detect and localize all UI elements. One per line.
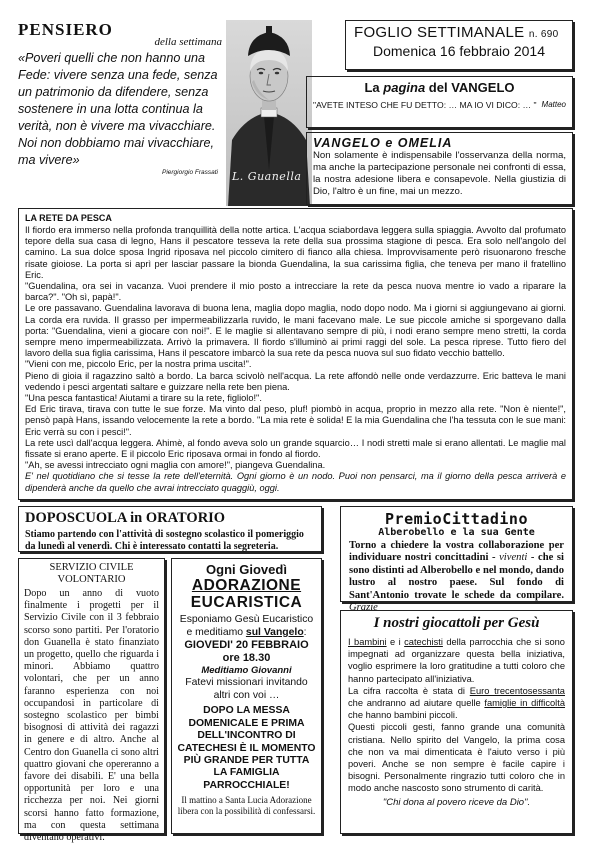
pensiero-author: Piergiorgio Frassati bbox=[162, 169, 218, 176]
story-paragraph: Il fiordo era immerso nella profonda tranquillità della notte artica. L'acqua sciabordava leggera sulla spiaggia. Avvolto dal profumato tepore della sua casa di legno, Hans il pescatore tesseva la rete della sua prossima stagione di pesca. Era solo nell'angolo del camino. La sua dolce sposa Ingrid riposava nel piccolo cimitero di fianco alla chiesa. Improvvisamente però risuonarono fresche risate gioiose. La porta si aprì per lasciar passare la bionda Guendalina, la sua carissima figlia, che teneva per mano il fratellino Eric. bbox=[25, 225, 566, 280]
servizio-civile-section bbox=[18, 558, 165, 844]
giocattoli-text-part: famiglie in difficoltà bbox=[484, 698, 566, 709]
giocattoli-section bbox=[340, 610, 573, 834]
adorazione-line3: EUCARISTICA bbox=[190, 594, 303, 611]
adorazione-intro bbox=[176, 614, 317, 639]
adorazione-line1: Ogni Giovedì bbox=[206, 562, 287, 577]
adorazione-date: GIOVEDI' 20 FEBBRAIO bbox=[184, 639, 309, 652]
premio-section bbox=[340, 506, 573, 614]
story-paragraph: "Una pesca fantastica! Aiutami a tirare su la rete, figliolo!". bbox=[25, 393, 262, 404]
giocattoli-paragraph bbox=[348, 685, 565, 722]
doposcuola-text: Stiamo partendo con l'attività di sostegno scolastico il pomeriggio da lunedì al venerdì. Chi è interessato contatti la segreteria. bbox=[25, 529, 304, 552]
vangelo-section bbox=[306, 76, 573, 128]
pensiero-subtitle: della settimana bbox=[154, 36, 222, 48]
adorazione-time: ore 18.30 bbox=[222, 652, 271, 665]
story-paragraph: Ed Eric tirava, tirava con tutte le sue forze. Ma vinto dal peso, pluf! piombò in acqua, proprio in mezzo alla rete. "Non è niente!", pensò papà Hans, issando velocemente la rete a bordo. "La mia rete è solida! E la mia Guendalina che l'ha tessuta con le sue mani: Eric verrà su con i pesci!". bbox=[25, 404, 566, 437]
adorazione-intro-part: Esponiamo Gesù Eucaristico e meditiamo bbox=[179, 614, 314, 638]
portrait-photo bbox=[226, 20, 312, 206]
giocattoli-title: I nostri giocattoli per Gesù bbox=[373, 615, 540, 631]
servizio-text: Dopo un anno di vuoto finalmente i progetti per il Servizio Civile con il 3 febbraio scorso sono partiti. Per l'oratorio don Guanella è stato finanziato un progetto, quello che riguarda i minori. Abbiamo quattro volontari, che per un anno faranno esperienza con noi occupandosi in particolare di sostegno scolastico per bimbi bisognosi di attività dei ragazzi in genere e di altro. Anche al Centro don Guanella ci sono altri quattro giovani che opereranno a favore dei disabili. E' una bella opportunità per loro e una ricchezza per noi. Nei giorni scorsi hanno fatto formazione, ma con questa settimana diventano operativi. bbox=[24, 588, 159, 844]
adorazione-line2 bbox=[176, 577, 317, 594]
premio-subtitle: Alberobello e la sua Gente bbox=[378, 527, 535, 538]
adorazione-intro-part: : bbox=[303, 626, 307, 638]
story-closing: E' nel quotidiano che si tesse la rete dell'eternità. Ogni giorno è un nodo. Puoi non pensarci, ma il giorno della pesca arriverà e dipenderà anche da quello che avrai intrecciato quaggiù, oggi. bbox=[25, 471, 566, 493]
signature bbox=[232, 170, 301, 183]
vangelo-quote: "AVETE INTESO CHE FU DETTO: … MA IO VI DICO: … " bbox=[313, 100, 537, 110]
giocattoli-text-part: della parrocchia che si sono impegnati ad organizzare questa bella iniziativa, voglio esprimere la loro gratitudine a tutti coloro che hanno partecipato all'iniziativa. bbox=[348, 637, 565, 684]
vangelo-title-part: pagina bbox=[383, 80, 426, 95]
premio-text-part: viventi bbox=[499, 552, 528, 564]
story-paragraph: Pieno di gioia il ragazzino saltò a bordo. La barca scivolò nell'acqua. La rete affondò nelle onde verdazzurre. Eric batteva le mani vedendo i pesci argentati saltare e guizzare nella rete ben piena. bbox=[25, 370, 566, 392]
vangelo-text bbox=[313, 99, 566, 111]
issue-date: Domenica 16 febbraio 2014 bbox=[372, 43, 545, 59]
premio-title: PremioCittadino bbox=[385, 510, 528, 528]
issue-number: n. 690 bbox=[528, 29, 559, 40]
giocattoli-text bbox=[348, 636, 565, 795]
pensiero-title: PENSIERO bbox=[18, 20, 113, 39]
vangelo-title-part: del VANGELO bbox=[425, 80, 515, 95]
story-paragraph: "Guendalina, ora sei in vacanza. Vuoi prendere il mio posto a intrecciare la rete da pesca nuova mentre io vado a riparare la barca?". "Oh sì, papà!". bbox=[25, 281, 566, 303]
giocattoli-text-part: che hanno bambini piccoli. bbox=[348, 710, 458, 721]
adorazione-invite: Fatevi missionari invitando altri con voi … bbox=[185, 677, 308, 701]
vangelo-title-part: La bbox=[364, 80, 384, 95]
premio-text-part: Torno a chiedere la vostra collaborazione per individuare nostri concittadini - bbox=[349, 540, 564, 564]
adorazione-intro-part: sul Vangelo bbox=[245, 626, 304, 638]
adorazione-footer: Il mattino a Santa Lucia Adorazione libera con la possibilità di confessarsi. bbox=[177, 795, 316, 816]
masthead-title: FOGLIO SETTIMANALE bbox=[354, 24, 525, 41]
story-section bbox=[18, 208, 573, 500]
omelia-text: Non solamente è indispensabile l'osservanza della norma, ma anche la partecipazione personale nei confronti di essa, la nostra adesione libera e consapevole. Nella giustizia di Dio, l'altro è un fine, mai un mezzo. bbox=[313, 150, 566, 197]
adorazione-heading: ADORAZIONE bbox=[191, 577, 302, 594]
giocattoli-text-part: Euro trecentosessanta bbox=[469, 685, 565, 696]
premio-text bbox=[349, 540, 564, 614]
servizio-title: SERVIZIO CIVILE VOLONTARIO bbox=[49, 562, 134, 585]
adorazione-message: DOPO LA MESSA DOMENICALE E PRIMA DELL'INCONTRO DI CATECHESI È IL MOMENTO PIÙ GRANDE PER TUTTA LA FAMIGLIA PARROCCHIALE! bbox=[177, 705, 316, 791]
omelia-title: VANGELO e OMELIA bbox=[313, 136, 453, 150]
story-body bbox=[25, 225, 566, 494]
giocattoli-paragraph bbox=[348, 636, 565, 685]
story-paragraph: La rete uscì dall'acqua leggera. Ahimè, al fondo aveva solo un grande squarcio… I nodi stretti male si erano allentati. Le maglie mal fissate si erano aperte. E il piccolo Eric riposava ormai in fondo al fiordo. bbox=[25, 437, 566, 460]
giocattoli-text-part: e i bbox=[386, 637, 405, 647]
giocattoli-paragraph: Questi piccoli gesti, fanno grande una comunità cristiana. Nello spirito del Vangelo, la prima cosa che non va mai dimenticata è l'aiuto verso i più poveri. Anche se non sempre è facile capire i bisogni. Personalmente ringrazio tutti coloro che in modo anche nascosto sono strumento di carità. bbox=[348, 722, 565, 794]
premio-text-part: Grazie bbox=[349, 602, 378, 614]
doposcuola-section bbox=[18, 506, 322, 552]
story-paragraph: Le ore passavano. Guendalina lavorava di buona lena, maglia dopo maglia, nodo dopo nodo. Ma i giorni si aggiungevano ai giorni. La corda era ruvida. Il grasso per impermeabilizzarla ruvido, le mani facevano male. Le sue piccole amiche si sporgevano dalla porta: "Guendalina, vieni a giocare con noi!". E le maglie si allentavano sempre di più, i nodi erano sempre meno stretti, la corda sempre meno impermeabilizzata. Arrivò la primavera. Il fiordo s'illuminò ai primi raggi del sole. La pesca riprese. Tutto fiero del lavoro della sua figlia carissima, Hans il pescatore imbarcò la sua rete da pesca nuova sul suo fidato vecchio battello. bbox=[25, 303, 566, 359]
giocattoli-text-part: I bambini bbox=[348, 637, 387, 647]
story-paragraph: "Vieni con me, piccolo Eric, per la nostra prima uscita!". bbox=[25, 359, 252, 370]
adorazione-section bbox=[171, 558, 322, 834]
adorazione-leader: Meditiamo Giovanni bbox=[201, 665, 292, 677]
premio-text-part: - che si sono distinti ad Alberobello e nel mondo, dando lustro al nostro paese. Sul fondo di Sant'Antonio trovate le schede da compilare. bbox=[349, 552, 564, 601]
giocattoli-closing: "Chi dona al povero riceve da Dio". bbox=[382, 796, 531, 808]
giocattoli-text-part: La cifra raccolta è stata di bbox=[348, 685, 470, 696]
vangelo-author: Matteo bbox=[541, 100, 566, 109]
masthead bbox=[345, 20, 573, 70]
doposcuola-title: DOPOSCUOLA in ORATORIO bbox=[25, 510, 226, 526]
omelia-section bbox=[306, 132, 573, 205]
giocattoli-text-part: catechisti bbox=[404, 637, 443, 647]
vangelo-title bbox=[313, 80, 566, 95]
signature-text: L. Guanella bbox=[232, 170, 302, 183]
story-paragraph: "Ah, se avessi intrecciato ogni maglia con amore!", piangeva Guendalina. bbox=[25, 460, 326, 471]
pensiero-section bbox=[18, 20, 226, 210]
story-title: LA RETE DA PESCA bbox=[25, 213, 112, 223]
pensiero-quote: «Poveri quelli che non hanno una Fede: vivere senza una fede, senza un patrimonio da difendere, senza sostenere in una lotta continua la verità, non è vivere ma vivacchiare. Noi non dobbiamo mai vivacchiare, ma vivere» bbox=[18, 51, 218, 167]
giocattoli-text-part: che andranno ad aiutare quelle bbox=[348, 698, 485, 709]
